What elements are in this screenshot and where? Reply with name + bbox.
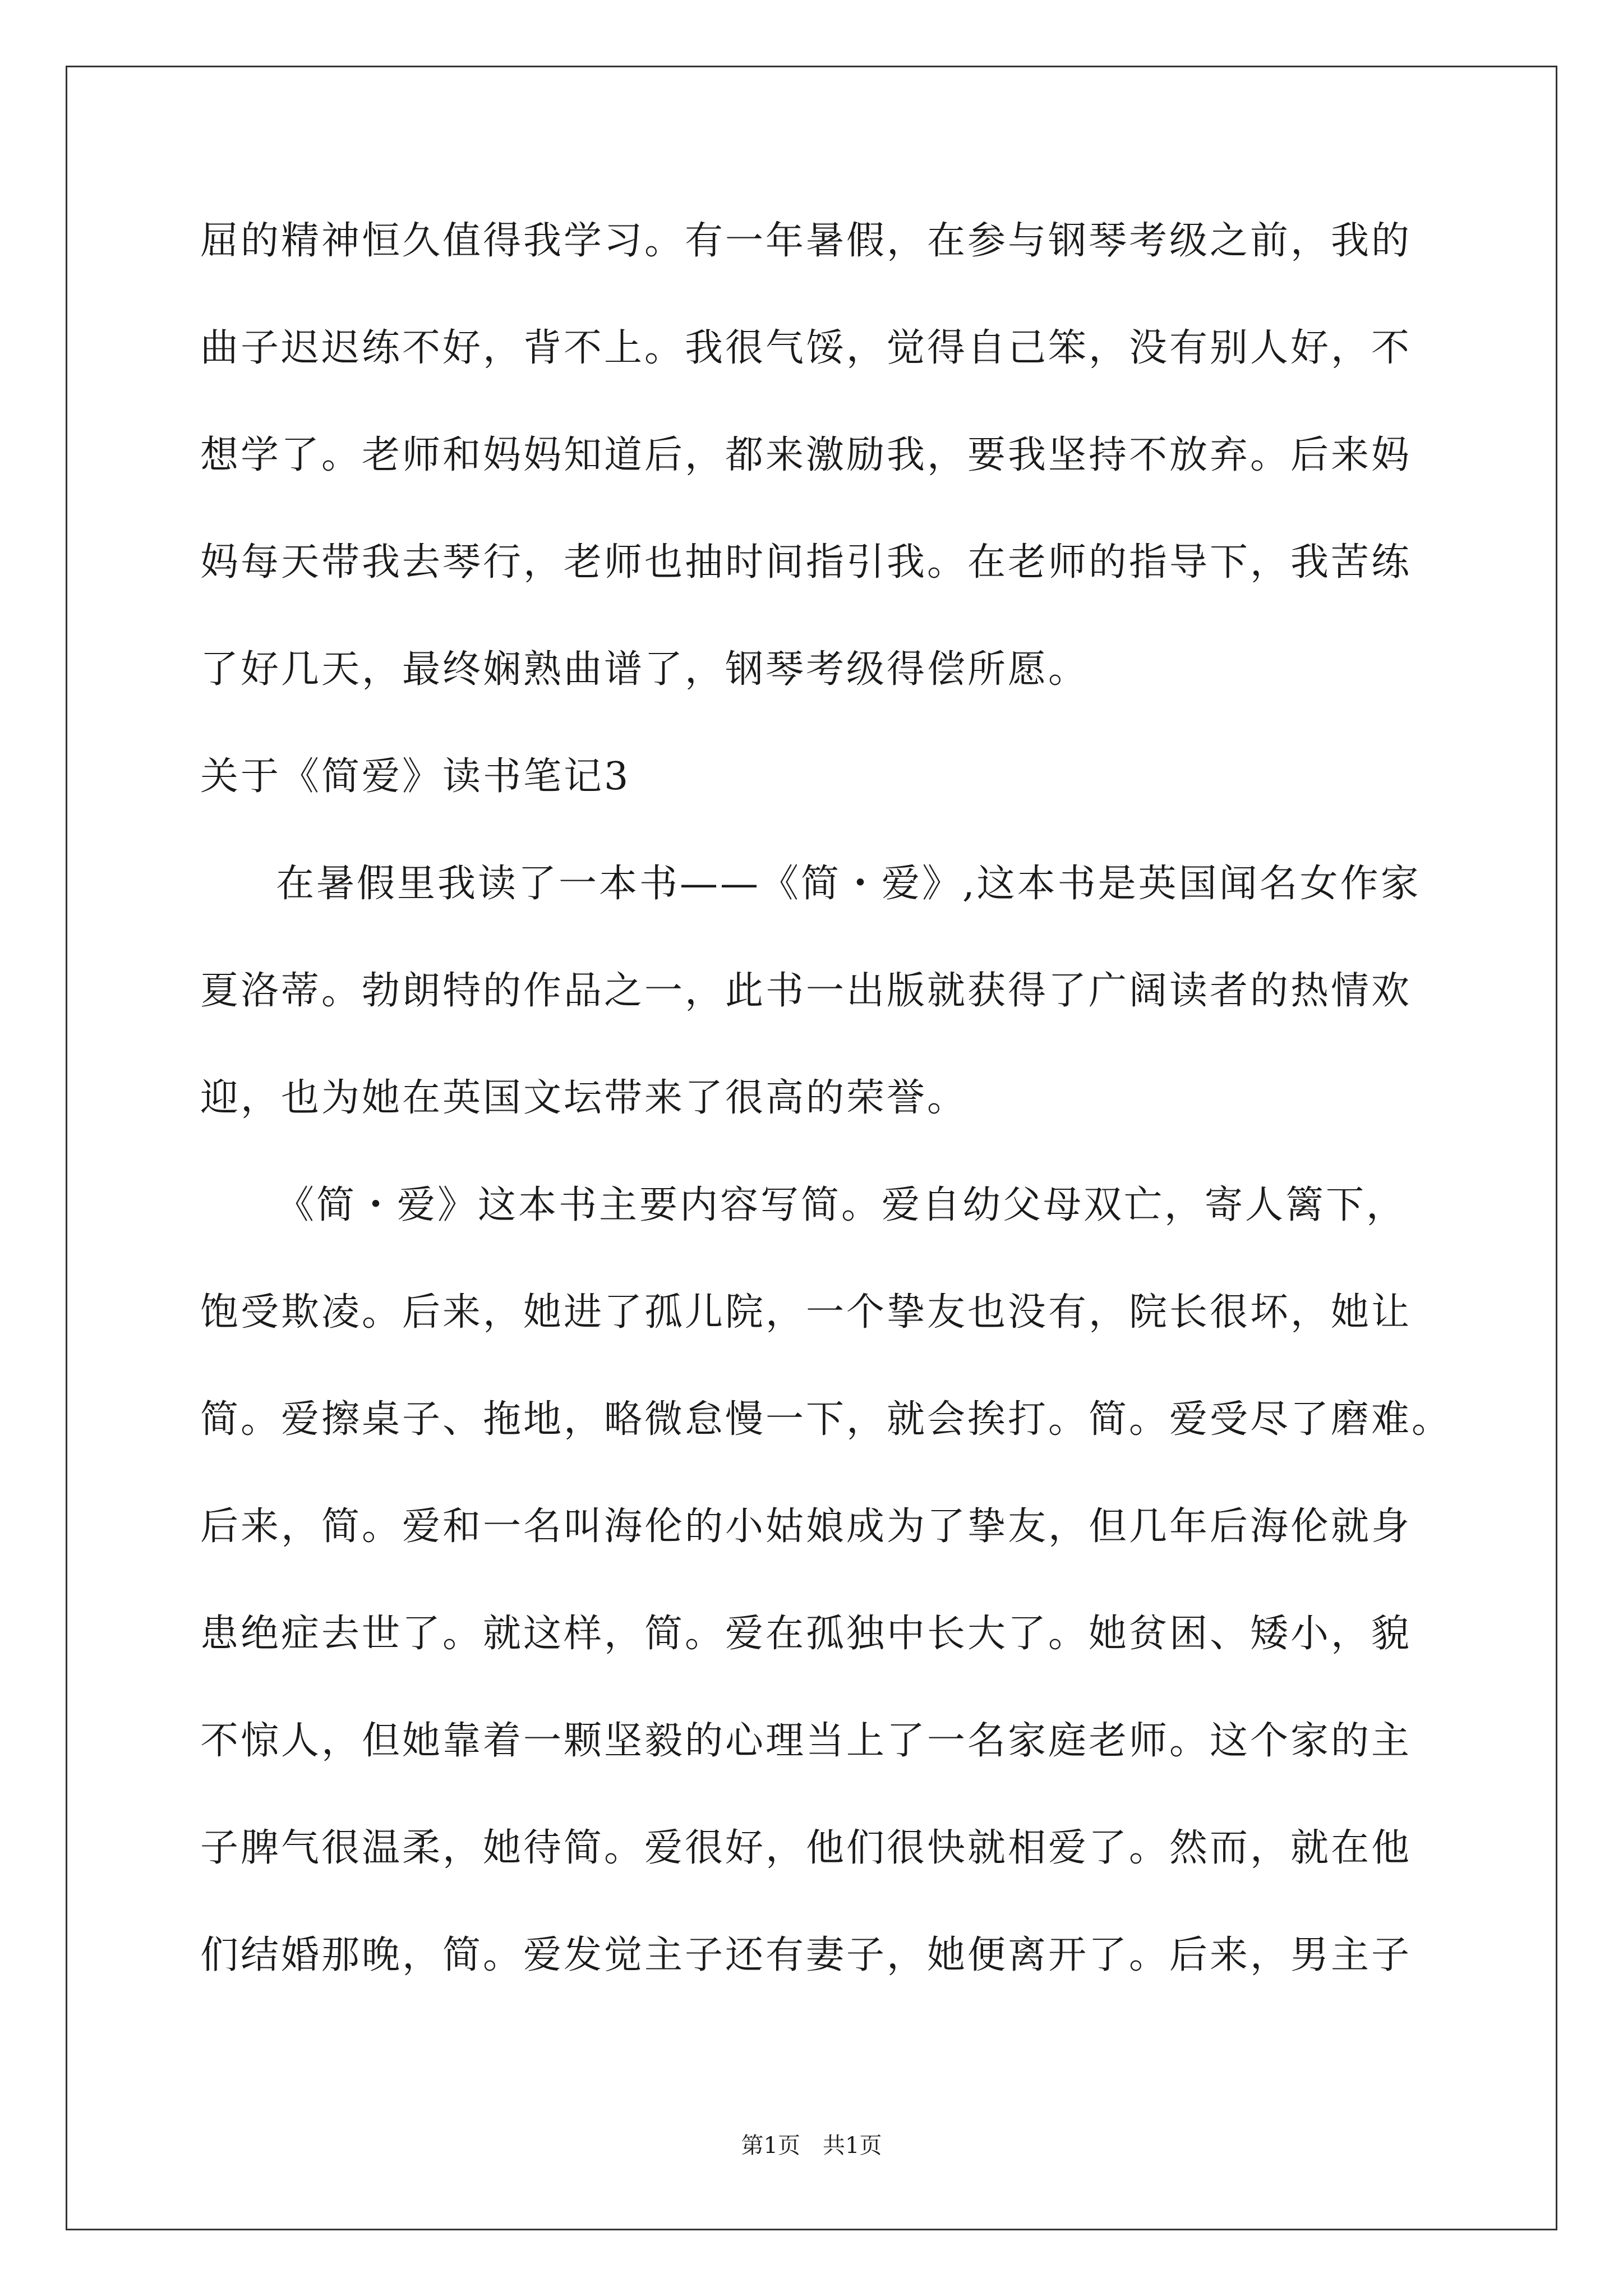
text-line: 饱受欺凌。后来，她进了孤儿院，一个挚友也没有，院长很坏，她让 bbox=[200, 1290, 1412, 1335]
text-line: 子脾气很温柔，她待简。爱很好，他们很快就相爱了。然而，就在他 bbox=[200, 1826, 1412, 1870]
page-footer: 第1页 共1页 bbox=[741, 2133, 882, 2159]
text-line: 在暑假里我读了一本书——《简・爱》,这本书是英国闻名女作家 bbox=[276, 862, 1421, 906]
text-line: 简。爱擦桌子、拖地，略微怠慢一下，就会挨打。简。爱受尽了磨难。 bbox=[200, 1397, 1453, 1442]
text-line: 妈每天带我去琴行，老师也抽时间指引我。在老师的指导下，我苦练 bbox=[200, 540, 1412, 585]
text-line: 不惊人，但她靠着一颗坚毅的心理当上了一名家庭老师。这个家的主 bbox=[200, 1719, 1412, 1763]
text-line: 了好几天，最终娴熟曲谱了，钢琴考级得偿所愿。 bbox=[200, 647, 1089, 692]
text-line: 后来，简。爱和一名叫海伦的小姑娘成为了挚友，但几年后海伦就身 bbox=[200, 1504, 1412, 1549]
text-line: 们结婚那晚，简。爱发觉主子还有妻子，她便离开了。后来，男主子 bbox=[200, 1933, 1412, 1977]
text-line: 屈的精神恒久值得我学习。有一年暑假，在参与钢琴考级之前，我的 bbox=[200, 219, 1412, 263]
text-line: 关于《简爱》读书笔记3 bbox=[200, 754, 631, 799]
text-line: 患绝症去世了。就这样，简。爱在孤独中长大了。她贫困、矮小，貌 bbox=[200, 1612, 1412, 1656]
text-line: 曲子迟迟练不好，背不上。我很气馁，觉得自己笨，没有别人好，不 bbox=[200, 326, 1412, 370]
text-line: 《简・爱》这本书主要内容写简。爱自幼父母双亡，寄人篱下， bbox=[276, 1183, 1407, 1227]
text-line: 想学了。老师和妈妈知道后，都来激励我，要我坚持不放弃。后来妈 bbox=[200, 433, 1412, 477]
text-line: 夏洛蒂。勃朗特的作品之一，此书一出版就获得了广阔读者的热情欢 bbox=[200, 969, 1412, 1013]
document-body bbox=[200, 213, 1453, 2035]
text-line: 迎，也为她在英国文坛带来了很高的荣誉。 bbox=[200, 1076, 968, 1120]
